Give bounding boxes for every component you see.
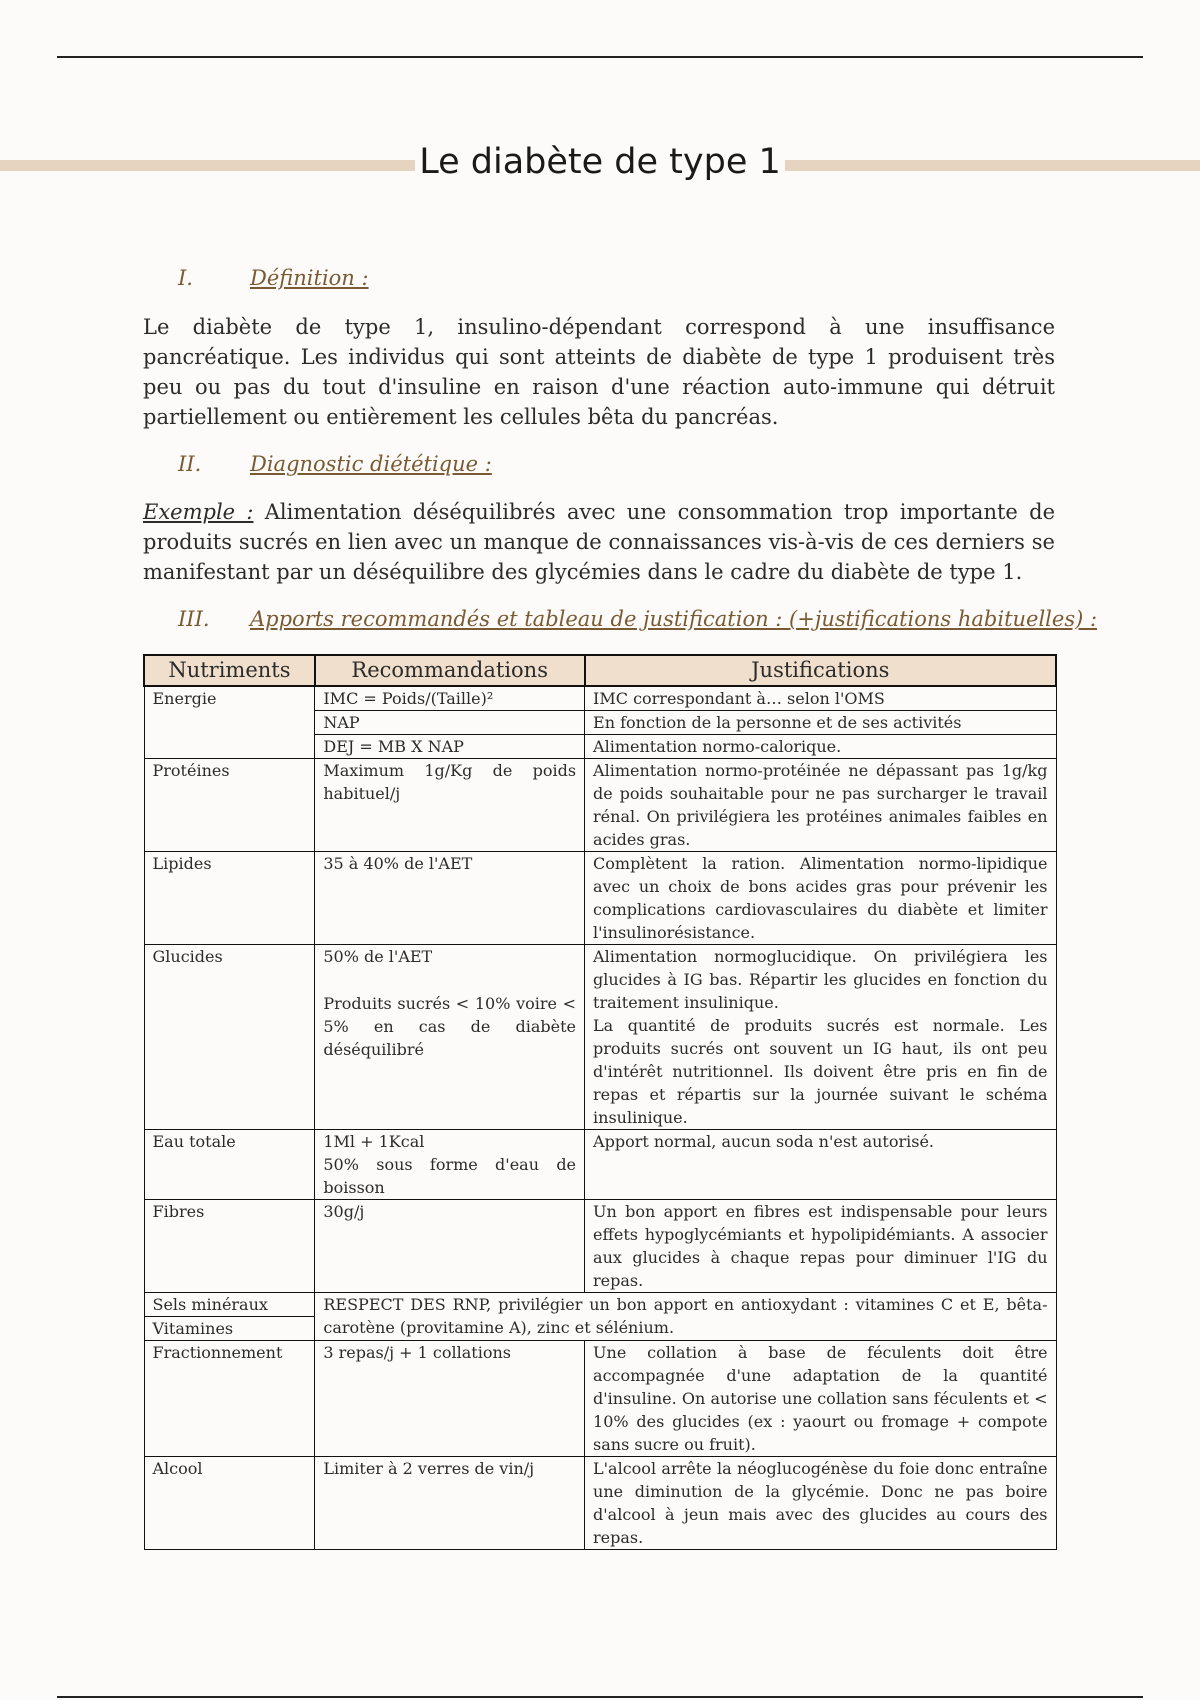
recommendation-line: Produits sucrés < 10% voire < 5% en cas de diabète déséquilibré <box>323 994 577 1059</box>
justification-cell: Alimentation normo-protéinée ne dépassant pas 1g/kg de poids souhaitable pour ne pas surcharger le travail rénal. On privilégiera les protéines animales faibles en acides gras. <box>585 759 1056 852</box>
header-justifications: Justifications <box>585 655 1056 686</box>
header-nutriments: Nutriments <box>144 655 315 686</box>
nutrient-cell: Fibres <box>144 1200 315 1293</box>
justification-cell: Un bon apport en fibres est indispensable pour leurs effets hypoglycémiants et hypolipidémiants. A associer aux glucides à chaque repas pour diminuer l'IG du repas. <box>585 1200 1056 1293</box>
section-apports-heading: III. Apports recommandés et tableau de justification : (+justifications habituelles) : <box>178 607 1098 631</box>
top-rule <box>57 56 1143 58</box>
recommendation-cell: Maximum 1g/Kg de poids habituel/j <box>315 759 585 852</box>
page-title: Le diabète de type 1 <box>0 140 1200 184</box>
nutrient-cell: Eau totale <box>144 1130 315 1200</box>
recommendation-line: 50% sous forme d'eau de boisson <box>323 1155 577 1197</box>
recommendation-cell: 30g/j <box>315 1200 585 1293</box>
table-header-row <box>144 655 1056 686</box>
nutrient-cell: Vitamines <box>144 1317 315 1341</box>
justification-cell: L'alcool arrête la néoglucogénèse du foie donc entraîne une diminution de la glycémie. Donc ne pas boire d'alcool à jeun mais avec des glucides au cours des repas. <box>585 1457 1056 1550</box>
table-row <box>144 1341 1056 1457</box>
recommendation-cell: IMC = Poids/(Taille)² <box>315 686 585 711</box>
section-diagnostic-heading: II. Diagnostic diététique : <box>178 452 492 476</box>
table-row <box>144 945 1056 1130</box>
table-row <box>144 759 1056 852</box>
table-row <box>144 852 1056 945</box>
recommendation-cell: Limiter à 2 verres de vin/j <box>315 1457 585 1550</box>
nutrient-cell: Alcool <box>144 1457 315 1550</box>
nutrition-table <box>143 654 1057 1550</box>
recommendation-cell: 3 repas/j + 1 collations <box>315 1341 585 1457</box>
table-row <box>144 1130 1056 1200</box>
header-recommandations: Recommandations <box>315 655 585 686</box>
bottom-rule <box>57 1696 1143 1698</box>
diagnostic-paragraph <box>143 497 1055 587</box>
diagnostic-text: Alimentation déséquilibrés avec une consommation trop importante de produits sucrés en lien avec un manque de connaissances vis-à-vis de ces derniers se manifestant par un déséquilibre des glycémies dans le cadre du diabète de type 1. <box>143 500 1055 584</box>
example-label: Exemple : <box>143 500 254 524</box>
justification-cell: Complètent la ration. Alimentation normo-lipidique avec un choix de bons acides gras pour prévenir les complications cardiovasculaires du diabète et limiter l'insulinorésistance. <box>585 852 1056 945</box>
recommendation-cell: 35 à 40% de l'AET <box>315 852 585 945</box>
nutrient-cell: Glucides <box>144 945 315 1130</box>
table-row <box>144 1200 1056 1293</box>
table-row <box>144 1293 1056 1317</box>
justification-cell: En fonction de la personne et de ses activités <box>585 711 1056 735</box>
nutrient-cell: Sels minéraux <box>144 1293 315 1317</box>
nutrient-cell: Lipides <box>144 852 315 945</box>
justification-cell: Apport normal, aucun soda n'est autorisé. <box>585 1130 1056 1200</box>
spacer <box>323 968 576 992</box>
recommendation-cell: DEJ = MB X NAP <box>315 735 585 759</box>
justification-cell: Alimentation normo-calorique. <box>585 735 1056 759</box>
justification-cell <box>585 945 1056 1130</box>
justification-line: Alimentation normoglucidique. On privilégiera les glucides à IG bas. Répartir les glucides en fonction du traitement insulinique. <box>593 947 1048 1012</box>
nutrient-cell: Energie <box>144 686 315 759</box>
nutrient-cell: Protéines <box>144 759 315 852</box>
recommendation-line: 1Ml + 1Kcal <box>323 1132 425 1151</box>
recommendation-cell <box>315 1130 585 1200</box>
section-definition-heading: I. Définition : <box>178 266 369 290</box>
table-row <box>144 1457 1056 1550</box>
recommendation-cell: NAP <box>315 711 585 735</box>
nutrient-cell: Fractionnement <box>144 1341 315 1457</box>
recommendation-line: 50% de l'AET <box>323 947 433 966</box>
merged-recommendation-cell: RESPECT DES RNP, privilégier un bon apport en antioxydant : vitamines C et E, bêta-carotène (provitamine A), zinc et sélénium. <box>315 1293 1056 1341</box>
table-row <box>144 686 1056 711</box>
recommendation-cell <box>315 945 585 1130</box>
definition-paragraph: Le diabète de type 1, insulino-dépendant correspond à une insuffisance pancréatique. Les individus qui sont atteints de diabète de type 1 produisent très peu ou pas du tout d'insuline en raison d'une réaction auto-immune qui détruit partiellement ou entièrement les cellules bêta du pancréas. <box>143 315 1055 429</box>
justification-cell: Une collation à base de féculents doit être accompagnée d'une adaptation de la quantité d'insuline. On autorise une collation sans féculents et < 10% des glucides (ex : yaourt ou fromage + compote sans sucre ou fruit). <box>585 1341 1056 1457</box>
justification-cell: IMC correspondant à… selon l'OMS <box>585 686 1056 711</box>
justification-line: La quantité de produits sucrés est normale. Les produits sucrés ont souvent un IG haut, ils ont peu d'intérêt nutritionnel. Ils doivent être pris en fin de repas et répartis sur la journée suivant le schéma insulinique. <box>593 1016 1048 1127</box>
